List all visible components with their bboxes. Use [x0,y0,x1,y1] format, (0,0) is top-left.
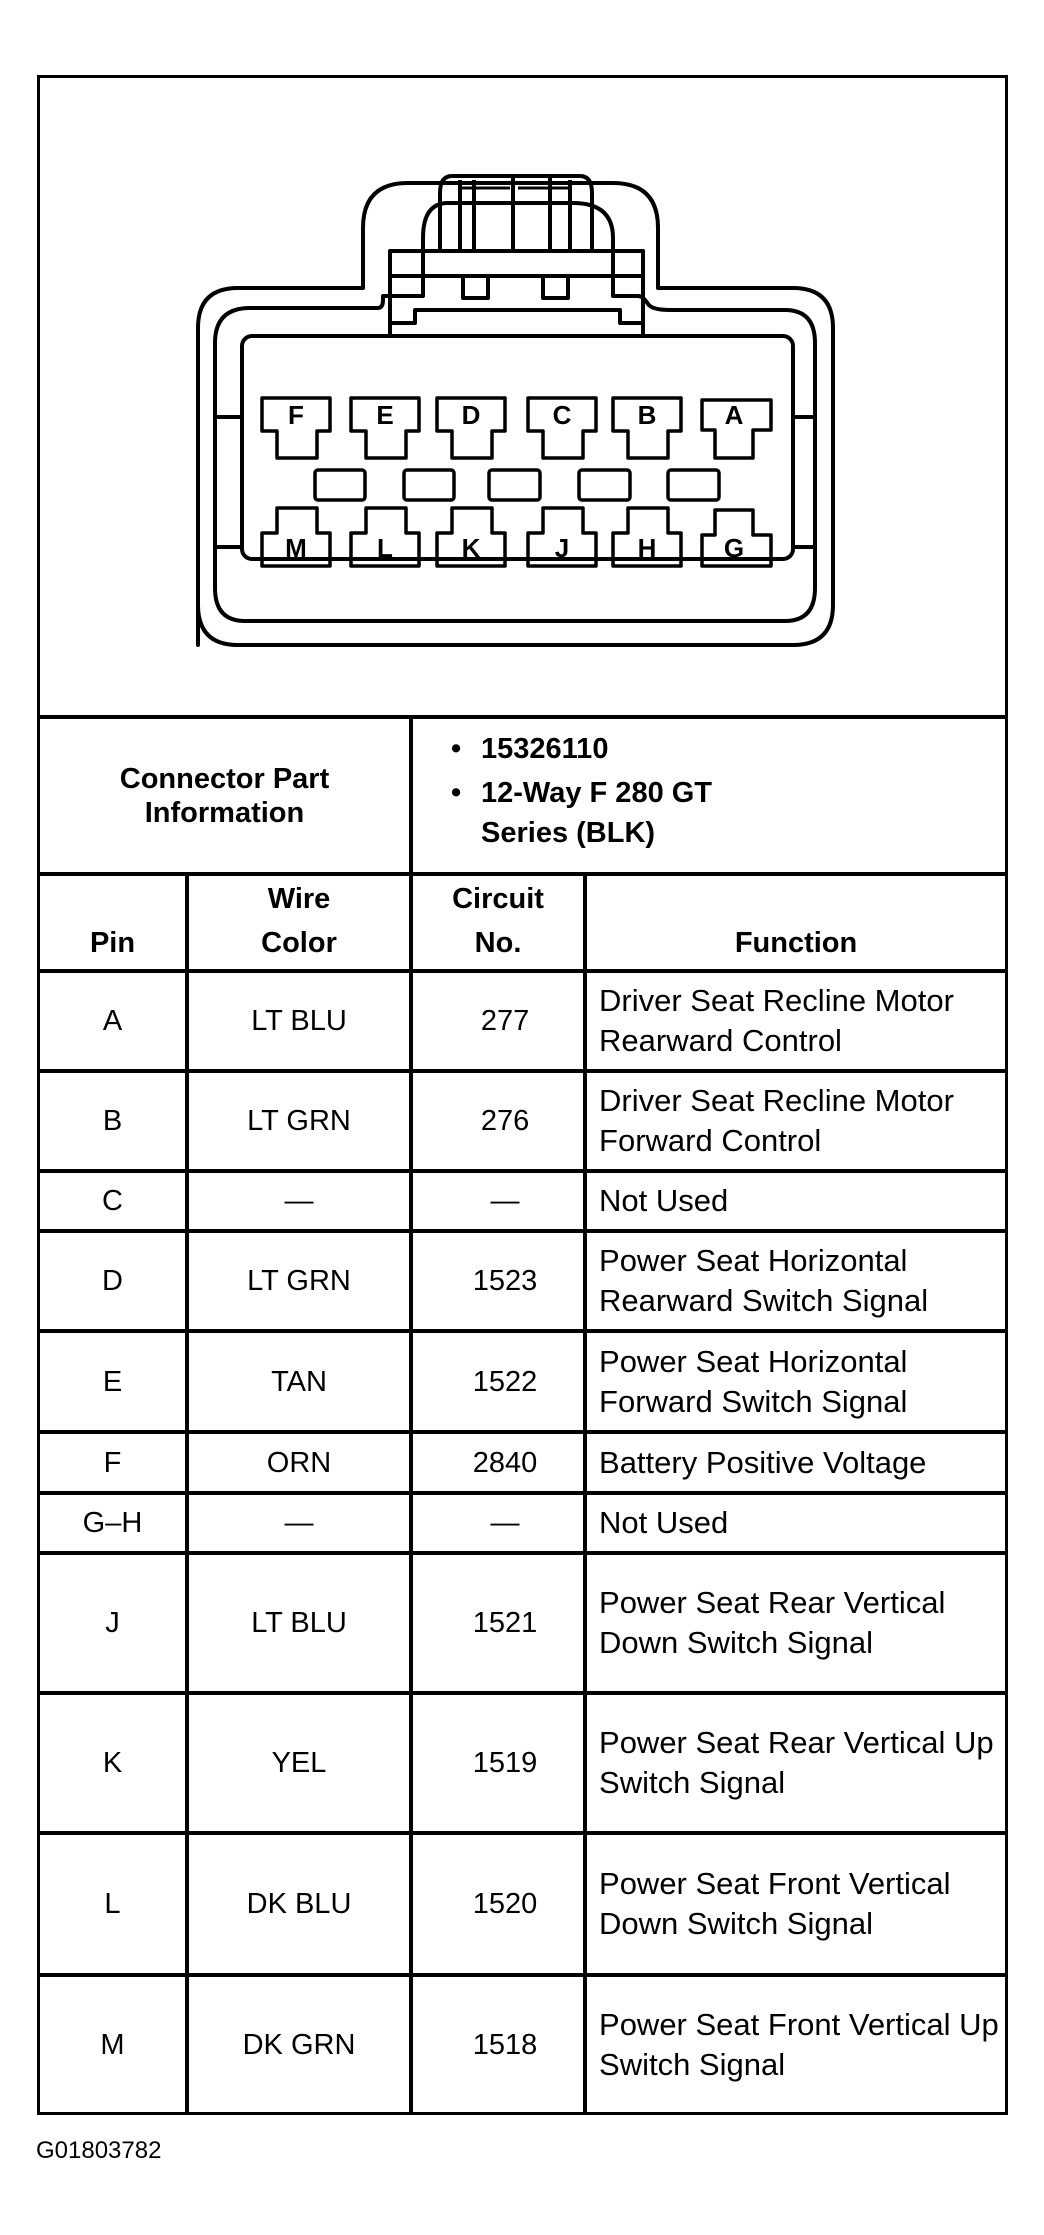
pin-cell: L [40,1833,187,1975]
circuit-cell: 1519 [411,1693,585,1833]
table-row [40,1975,1005,2113]
pin-cell: C [40,1171,187,1231]
function-cell: Power Seat Front Vertical Down Switch Signal [585,1833,1005,1975]
wire-color-cell: LT BLU [187,971,411,1071]
part-info-label-line: Information [144,796,305,829]
table-row [40,1071,1005,1171]
column-header-wire-color [187,874,411,971]
circuit-cell: — [411,1493,585,1553]
column-header-function [585,874,1005,971]
circuit-cell: 1521 [411,1553,585,1693]
pin-cell: M [40,1975,187,2113]
connector-face-diagram [40,78,1005,715]
connector-type-line1: 12-Way F 280 GT [481,777,713,809]
figure-id: G01803782 [36,2137,162,2164]
part-info-values [411,717,1005,874]
column-header-pin [40,874,187,971]
pin-label: D [461,400,481,430]
wire-color-cell: YEL [187,1693,411,1833]
wire-color-cell: LT GRN [187,1231,411,1331]
table-row [40,1553,1005,1693]
diagram-frame [37,75,1008,2115]
function-cell: Power Seat Rear Vertical Up Switch Signal [585,1693,1005,1833]
wire-color-cell: ORN [187,1432,411,1493]
connector-type [481,773,1005,853]
wire-color-cell: LT GRN [187,1071,411,1171]
column-header-label: Pin [89,927,136,959]
table-row [40,1493,1005,1553]
table-row [40,1331,1005,1432]
function-cell: Battery Positive Voltage [585,1432,1005,1493]
wire-color-cell: DK GRN [187,1975,411,2113]
pin-label: L [377,533,393,563]
pin-label: H [637,533,657,563]
function-cell: Power Seat Front Vertical Up Switch Signal [585,1975,1005,2113]
function-cell: Driver Seat Recline Motor Rearward Control [585,971,1005,1071]
function-cell: Power Seat Horizontal Rearward Switch Signal [585,1231,1005,1331]
pin-label: F [288,400,304,430]
circuit-cell: — [411,1171,585,1231]
circuit-cell: 2840 [411,1432,585,1493]
column-header-circuit-no [411,874,585,971]
column-header-label: Wire [267,883,331,915]
function-cell: Not Used [585,1171,1005,1231]
pin-label: J [554,533,570,563]
table-row [40,1833,1005,1975]
pin-cell: A [40,971,187,1071]
wire-color-cell: — [187,1171,411,1231]
pin-label: M [285,533,307,563]
pin-label: K [461,533,481,563]
circuit-cell: 276 [411,1071,585,1171]
part-number: • 15326110 [481,729,1005,769]
circuit-cell: 1518 [411,1975,585,2113]
pin-label: B [637,400,657,430]
function-cell: Power Seat Rear Vertical Down Switch Signal [585,1553,1005,1693]
table-row [40,971,1005,1071]
circuit-cell: 1520 [411,1833,585,1975]
column-header-label: Function [734,927,858,959]
pin-label: E [376,400,394,430]
table-row [40,1432,1005,1493]
circuit-cell: 277 [411,971,585,1071]
part-info-label-line: Connector Part [119,762,330,795]
part-info-list [413,729,1005,853]
pin-cell: F [40,1432,187,1493]
wire-color-cell: LT BLU [187,1553,411,1693]
pin-cell: J [40,1553,187,1693]
function-cell: Driver Seat Recline Motor Forward Control [585,1071,1005,1171]
wire-color-cell: — [187,1493,411,1553]
pinout-table [40,715,1005,2113]
connector-type-line2: Series (BLK) [481,817,656,849]
function-cell: Not Used [585,1493,1005,1553]
connector-icon [40,78,1005,715]
column-header-label: No. [474,927,522,959]
table-row [40,1231,1005,1331]
circuit-cell: 1523 [411,1231,585,1331]
part-info-row [40,717,1005,874]
table-row [40,1693,1005,1833]
pin-cell: G–H [40,1493,187,1553]
column-header-row [40,874,1005,971]
part-info-label [40,717,411,874]
wire-color-cell: DK BLU [187,1833,411,1975]
pin-cell: B [40,1071,187,1171]
pin-cell: D [40,1231,187,1331]
column-header-label: Circuit [452,883,544,915]
circuit-cell: 1522 [411,1331,585,1432]
pin-label: G [723,533,745,563]
function-cell: Power Seat Horizontal Forward Switch Signal [585,1331,1005,1432]
table-row [40,1171,1005,1231]
pin-cell: E [40,1331,187,1432]
pin-label: C [552,400,572,430]
pin-cell: K [40,1693,187,1833]
column-header-label: Color [261,927,337,959]
pin-label: A [724,400,744,430]
wire-color-cell: TAN [187,1331,411,1432]
